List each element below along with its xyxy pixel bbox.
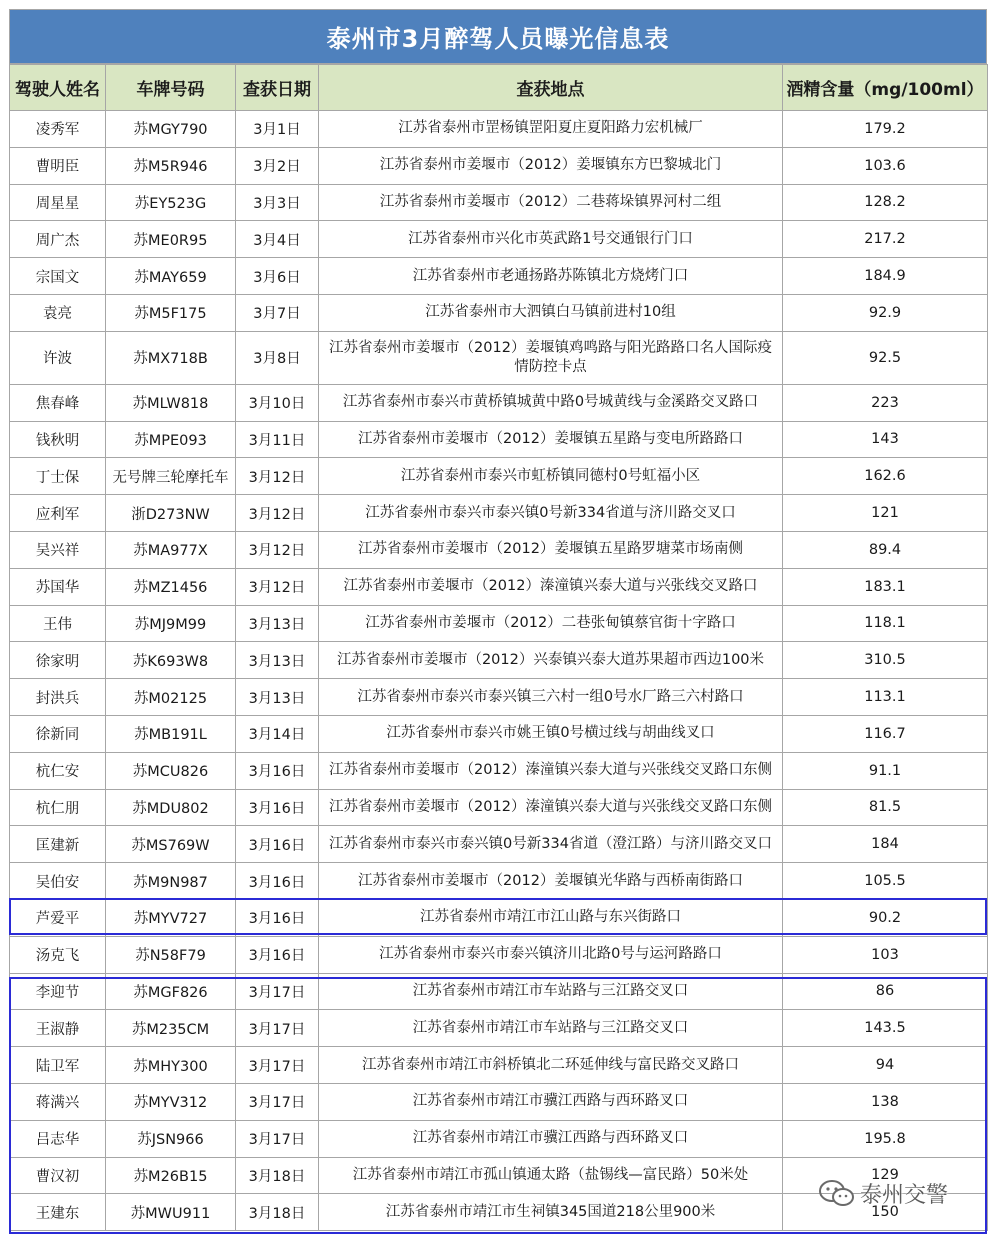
seized-date-cell: 3月16日 (236, 752, 319, 789)
watermark-text: 泰州交警 (860, 1183, 949, 1208)
table-row (10, 421, 988, 458)
driver-name-cell: 芦爱平 (10, 899, 106, 936)
drunk-driver-table (9, 64, 988, 1231)
alcohol-content-cell: 86 (783, 973, 988, 1010)
seized-date-cell: 3月16日 (236, 936, 319, 973)
seized-location-cell: 江苏省泰州市靖江市车站路与三江路交叉口 (319, 1010, 783, 1047)
table-row (10, 495, 988, 532)
seized-date-cell: 3月6日 (236, 258, 319, 295)
header-driver-name: 驾驶人姓名 (10, 65, 106, 111)
seized-location-cell: 江苏省泰州市泰兴市虹桥镇同德村0号虹福小区 (319, 458, 783, 495)
seized-date-cell: 3月17日 (236, 1047, 319, 1084)
plate-number-cell: 苏ME0R95 (106, 221, 236, 258)
driver-name-cell: 钱秋明 (10, 421, 106, 458)
seized-date-cell: 3月12日 (236, 568, 319, 605)
driver-name-cell: 徐新同 (10, 715, 106, 752)
seized-date-cell: 3月17日 (236, 1120, 319, 1157)
table-row (10, 715, 988, 752)
seized-location-cell: 江苏省泰州市靖江市斜桥镇北二环延伸线与富民路交叉路口 (319, 1047, 783, 1084)
driver-name-cell: 宗国文 (10, 258, 106, 295)
alcohol-content-cell: 195.8 (783, 1120, 988, 1157)
header-seized-date: 查获日期 (236, 65, 319, 111)
alcohol-content-cell: 105.5 (783, 863, 988, 900)
plate-number-cell: 无号牌三轮摩托车 (106, 458, 236, 495)
seized-location-cell: 江苏省泰州市泰兴市黄桥镇城黄中路0号城黄线与金溪路交叉路口 (319, 384, 783, 421)
plate-number-cell: 苏MWU911 (106, 1194, 236, 1231)
header-row (10, 65, 988, 111)
alcohol-content-cell: 183.1 (783, 568, 988, 605)
seized-location-cell: 江苏省泰州市姜堰市（2012）二巷蒋垛镇界河村二组 (319, 184, 783, 221)
alcohol-content-cell: 118.1 (783, 605, 988, 642)
seized-location-cell: 江苏省泰州市姜堰市（2012）兴泰镇兴泰大道苏果超市西边100米 (319, 642, 783, 679)
seized-location-cell: 江苏省泰州市姜堰市（2012）姜堰镇五星路与变电所路路口 (319, 421, 783, 458)
driver-name-cell: 丁士保 (10, 458, 106, 495)
plate-number-cell: 苏MCU826 (106, 752, 236, 789)
alcohol-content-cell: 217.2 (783, 221, 988, 258)
driver-name-cell: 周广杰 (10, 221, 106, 258)
seized-location-cell: 江苏省泰州市靖江市骥江西路与西环路叉口 (319, 1120, 783, 1157)
seized-date-cell: 3月16日 (236, 863, 319, 900)
header-plate-number: 车牌号码 (106, 65, 236, 111)
seized-location-cell: 江苏省泰州市靖江市江山路与东兴街路口 (319, 899, 783, 936)
plate-number-cell: 苏MGY790 (106, 111, 236, 148)
driver-name-cell: 应利军 (10, 495, 106, 532)
seized-date-cell: 3月13日 (236, 605, 319, 642)
seized-location-cell: 江苏省泰州市靖江市孤山镇通太路（盐锡线—富民路）50米处 (319, 1157, 783, 1194)
table-row (10, 458, 988, 495)
alcohol-content-cell: 91.1 (783, 752, 988, 789)
driver-name-cell: 吕志华 (10, 1120, 106, 1157)
table-row (10, 221, 988, 258)
seized-location-cell: 江苏省泰州市罡杨镇罡阳夏庄夏阳路力宏机械厂 (319, 111, 783, 148)
plate-number-cell: 苏JSN966 (106, 1120, 236, 1157)
seized-date-cell: 3月12日 (236, 458, 319, 495)
watermark (818, 1178, 948, 1209)
alcohol-content-cell: 162.6 (783, 458, 988, 495)
alcohol-content-cell: 81.5 (783, 789, 988, 826)
plate-number-cell: 苏MPE093 (106, 421, 236, 458)
alcohol-content-cell: 113.1 (783, 679, 988, 716)
plate-number-cell: 苏MHY300 (106, 1047, 236, 1084)
table-row (10, 331, 988, 384)
plate-number-cell: 苏MB191L (106, 715, 236, 752)
table-row (10, 605, 988, 642)
seized-date-cell: 3月2日 (236, 147, 319, 184)
alcohol-content-cell: 103 (783, 936, 988, 973)
table-row (10, 973, 988, 1010)
driver-name-cell: 封洪兵 (10, 679, 106, 716)
plate-number-cell: 苏M9N987 (106, 863, 236, 900)
plate-number-cell: 苏M26B15 (106, 1157, 236, 1194)
plate-number-cell: 苏M5F175 (106, 294, 236, 331)
alcohol-content-cell: 310.5 (783, 642, 988, 679)
seized-location-cell: 江苏省泰州市泰兴市泰兴镇0号新334省道（澄江路）与济川路交叉口 (319, 826, 783, 863)
header-seized-location: 查获地点 (319, 65, 783, 111)
driver-name-cell: 袁亮 (10, 294, 106, 331)
plate-number-cell: 苏MJ9M99 (106, 605, 236, 642)
plate-number-cell: 苏MYV727 (106, 899, 236, 936)
table-row (10, 568, 988, 605)
seized-date-cell: 3月16日 (236, 899, 319, 936)
wechat-icon (818, 1179, 856, 1209)
driver-name-cell: 蒋满兴 (10, 1083, 106, 1120)
seized-location-cell: 江苏省泰州市靖江市生祠镇345国道218公里900米 (319, 1194, 783, 1231)
seized-location-cell: 江苏省泰州市泰兴市泰兴镇三六村一组0号水厂路三六村路口 (319, 679, 783, 716)
seized-location-cell: 江苏省泰州市靖江市车站路与三江路交叉口 (319, 973, 783, 1010)
table-row (10, 863, 988, 900)
plate-number-cell: 浙D273NW (106, 495, 236, 532)
seized-date-cell: 3月16日 (236, 789, 319, 826)
plate-number-cell: 苏MZ1456 (106, 568, 236, 605)
driver-name-cell: 吴伯安 (10, 863, 106, 900)
plate-number-cell: 苏M02125 (106, 679, 236, 716)
alcohol-content-cell: 89.4 (783, 531, 988, 568)
seized-date-cell: 3月17日 (236, 973, 319, 1010)
seized-date-cell: 3月13日 (236, 679, 319, 716)
table-row (10, 531, 988, 568)
table-row (10, 679, 988, 716)
seized-date-cell: 3月10日 (236, 384, 319, 421)
seized-date-cell: 3月14日 (236, 715, 319, 752)
seized-date-cell: 3月13日 (236, 642, 319, 679)
alcohol-content-cell: 92.9 (783, 294, 988, 331)
driver-name-cell: 苏国华 (10, 568, 106, 605)
alcohol-content-cell: 90.2 (783, 899, 988, 936)
table-row (10, 384, 988, 421)
table-row (10, 147, 988, 184)
table-row (10, 111, 988, 148)
seized-date-cell: 3月3日 (236, 184, 319, 221)
driver-name-cell: 凌秀军 (10, 111, 106, 148)
driver-name-cell: 徐家明 (10, 642, 106, 679)
plate-number-cell: 苏MGF826 (106, 973, 236, 1010)
seized-date-cell: 3月7日 (236, 294, 319, 331)
seized-location-cell: 江苏省泰州市兴化市英武路1号交通银行门口 (319, 221, 783, 258)
alcohol-content-cell: 121 (783, 495, 988, 532)
seized-location-cell: 江苏省泰州市姜堰市（2012）姜堰镇光华路与西桥南街路口 (319, 863, 783, 900)
seized-location-cell: 江苏省泰州市姜堰市（2012）二巷张甸镇蔡官街十字路口 (319, 605, 783, 642)
seized-location-cell: 江苏省泰州市靖江市骥江西路与西环路叉口 (319, 1083, 783, 1120)
table-row (10, 1010, 988, 1047)
plate-number-cell: 苏MAY659 (106, 258, 236, 295)
alcohol-content-cell: 94 (783, 1047, 988, 1084)
driver-name-cell: 汤克飞 (10, 936, 106, 973)
table-row (10, 1120, 988, 1157)
driver-name-cell: 王淑静 (10, 1010, 106, 1047)
driver-name-cell: 吴兴祥 (10, 531, 106, 568)
seized-location-cell: 江苏省泰州市姜堰市（2012）溱潼镇兴泰大道与兴张线交叉路口东侧 (319, 789, 783, 826)
driver-name-cell: 王伟 (10, 605, 106, 642)
seized-location-cell: 江苏省泰州市姜堰市（2012）姜堰镇东方巴黎城北门 (319, 147, 783, 184)
driver-name-cell: 曹汉初 (10, 1157, 106, 1194)
alcohol-content-cell: 138 (783, 1083, 988, 1120)
plate-number-cell: 苏MA977X (106, 531, 236, 568)
plate-number-cell: 苏M235CM (106, 1010, 236, 1047)
driver-name-cell: 周星星 (10, 184, 106, 221)
seized-date-cell: 3月17日 (236, 1083, 319, 1120)
alcohol-content-cell: 128.2 (783, 184, 988, 221)
seized-location-cell: 江苏省泰州市姜堰市（2012）姜堰镇鸡鸣路与阳光路路口名人国际疫情防控卡点 (319, 331, 783, 384)
table-row (10, 752, 988, 789)
seized-location-cell: 江苏省泰州市姜堰市（2012）溱潼镇兴泰大道与兴张线交叉路口东侧 (319, 752, 783, 789)
seized-date-cell: 3月16日 (236, 826, 319, 863)
seized-location-cell: 江苏省泰州市老通扬路苏陈镇北方烧烤门口 (319, 258, 783, 295)
header-alcohol-content: 酒精含量（mg/100ml） (783, 65, 988, 111)
alcohol-content-cell: 143.5 (783, 1010, 988, 1047)
table-title: 泰州市3月醉驾人员曝光信息表 (9, 9, 987, 64)
alcohol-content-cell: 116.7 (783, 715, 988, 752)
plate-number-cell: 苏MLW818 (106, 384, 236, 421)
plate-number-cell: 苏MDU802 (106, 789, 236, 826)
alcohol-content-cell: 184 (783, 826, 988, 863)
table-row (10, 789, 988, 826)
driver-name-cell: 杭仁朋 (10, 789, 106, 826)
table-row (10, 1083, 988, 1120)
seized-date-cell: 3月17日 (236, 1010, 319, 1047)
plate-number-cell: 苏EY523G (106, 184, 236, 221)
seized-date-cell: 3月1日 (236, 111, 319, 148)
seized-location-cell: 江苏省泰州市泰兴市泰兴镇0号新334省道与济川路交叉口 (319, 495, 783, 532)
alcohol-content-cell: 179.2 (783, 111, 988, 148)
alcohol-content-cell: 184.9 (783, 258, 988, 295)
alcohol-content-cell: 223 (783, 384, 988, 421)
driver-name-cell: 许波 (10, 331, 106, 384)
driver-name-cell: 陆卫军 (10, 1047, 106, 1084)
driver-name-cell: 匡建新 (10, 826, 106, 863)
driver-name-cell: 李迎节 (10, 973, 106, 1010)
plate-number-cell: 苏K693W8 (106, 642, 236, 679)
seized-location-cell: 江苏省泰州市大泗镇白马镇前进村10组 (319, 294, 783, 331)
plate-number-cell: 苏M5R946 (106, 147, 236, 184)
seized-date-cell: 3月12日 (236, 531, 319, 568)
seized-location-cell: 江苏省泰州市泰兴市泰兴镇济川北路0号与运河路路口 (319, 936, 783, 973)
plate-number-cell: 苏MYV312 (106, 1083, 236, 1120)
driver-name-cell: 曹明臣 (10, 147, 106, 184)
alcohol-content-cell: 150 (783, 1194, 988, 1231)
driver-name-cell: 杭仁安 (10, 752, 106, 789)
exposure-table-container (9, 9, 987, 1231)
alcohol-content-cell: 103.6 (783, 147, 988, 184)
alcohol-content-cell: 92.5 (783, 331, 988, 384)
table-row (10, 899, 988, 936)
alcohol-content-cell: 129 (783, 1157, 988, 1194)
seized-date-cell: 3月18日 (236, 1194, 319, 1231)
seized-date-cell: 3月18日 (236, 1157, 319, 1194)
seized-location-cell: 江苏省泰州市泰兴市姚王镇0号横过线与胡曲线叉口 (319, 715, 783, 752)
seized-location-cell: 江苏省泰州市姜堰市（2012）溱潼镇兴泰大道与兴张线交叉路口 (319, 568, 783, 605)
driver-name-cell: 王建东 (10, 1194, 106, 1231)
seized-location-cell: 江苏省泰州市姜堰市（2012）姜堰镇五星路罗塘菜市场南侧 (319, 531, 783, 568)
table-row (10, 184, 988, 221)
seized-date-cell: 3月8日 (236, 331, 319, 384)
seized-date-cell: 3月11日 (236, 421, 319, 458)
plate-number-cell: 苏N58F79 (106, 936, 236, 973)
plate-number-cell: 苏MX718B (106, 331, 236, 384)
table-row (10, 258, 988, 295)
table-row (10, 1047, 988, 1084)
seized-date-cell: 3月12日 (236, 495, 319, 532)
plate-number-cell: 苏MS769W (106, 826, 236, 863)
table-row (10, 936, 988, 973)
seized-date-cell: 3月4日 (236, 221, 319, 258)
table-row (10, 642, 988, 679)
driver-name-cell: 焦春峰 (10, 384, 106, 421)
table-row (10, 826, 988, 863)
table-row (10, 294, 988, 331)
alcohol-content-cell: 143 (783, 421, 988, 458)
